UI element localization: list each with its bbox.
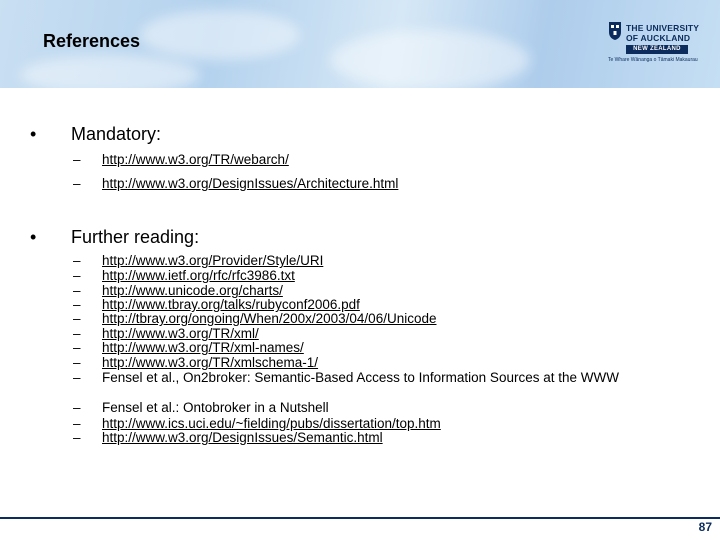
dash: –	[73, 152, 81, 167]
crest-icon	[608, 21, 622, 41]
dash: –	[73, 311, 81, 326]
footer-divider	[0, 517, 720, 519]
dash: –	[73, 297, 81, 312]
section-heading: Further reading:	[71, 227, 200, 247]
dash: –	[73, 326, 81, 341]
dash: –	[73, 355, 81, 370]
dash: –	[73, 400, 81, 415]
bullet: •	[30, 227, 37, 247]
logo-text-line1: THE UNIVERSITY	[626, 23, 700, 33]
logo-text-line2: OF AUCKLAND	[626, 33, 691, 43]
reference-link[interactable]: http://www.w3.org/Provider/Style/URI	[102, 253, 324, 268]
reference-link[interactable]: http://www.ics.uci.edu/~fielding/pubs/dissertation/top.htm	[102, 416, 441, 431]
slide-title: References	[43, 31, 141, 51]
reference-link[interactable]: http://www.w3.org/DesignIssues/Semantic.html	[102, 430, 383, 445]
university-logo	[606, 18, 716, 68]
reference-link[interactable]: http://tbray.org/ongoing/When/200x/2003/04/06/Unicode	[102, 311, 437, 326]
dash: –	[73, 416, 81, 431]
dash: –	[73, 176, 81, 191]
page-number: 87	[698, 520, 712, 534]
reference-link[interactable]: http://www.unicode.org/charts/	[102, 283, 283, 298]
reference-link[interactable]: http://www.ietf.org/rfc/rfc3986.txt	[102, 268, 295, 283]
dash: –	[73, 370, 81, 385]
reference-link[interactable]: http://www.tbray.org/talks/rubyconf2006.pdf	[102, 297, 360, 312]
reference-link[interactable]: http://www.w3.org/TR/xmlschema-1/	[102, 355, 319, 370]
bullet: •	[30, 124, 37, 144]
logo-country-bar: NEW ZEALAND	[626, 45, 688, 54]
reference-text: Fensel et al.: Ontobroker in a Nutshell	[102, 400, 329, 415]
reference-link[interactable]: http://www.w3.org/DesignIssues/Architecture.html	[102, 176, 399, 191]
dash: –	[73, 268, 81, 283]
reference-link[interactable]: http://www.w3.org/TR/xml/	[102, 326, 259, 341]
header-cloud	[140, 10, 300, 60]
logo-tagline: Te Whare Wānanga o Tāmaki Makaurau	[608, 57, 698, 63]
header-cloud	[20, 55, 200, 88]
dash: –	[73, 253, 81, 268]
reference-text: Fensel et al., On2broker: Semantic-Based Access to Information Sources at the WWW	[102, 370, 619, 385]
dash: –	[73, 340, 81, 355]
header-cloud	[330, 30, 530, 88]
slide-header	[0, 0, 720, 88]
reference-link[interactable]: http://www.w3.org/TR/webarch/	[102, 152, 289, 167]
section-heading: Mandatory:	[71, 124, 162, 144]
dash: –	[73, 430, 81, 445]
reference-link[interactable]: http://www.w3.org/TR/xml-names/	[102, 340, 304, 355]
dash: –	[73, 283, 81, 298]
